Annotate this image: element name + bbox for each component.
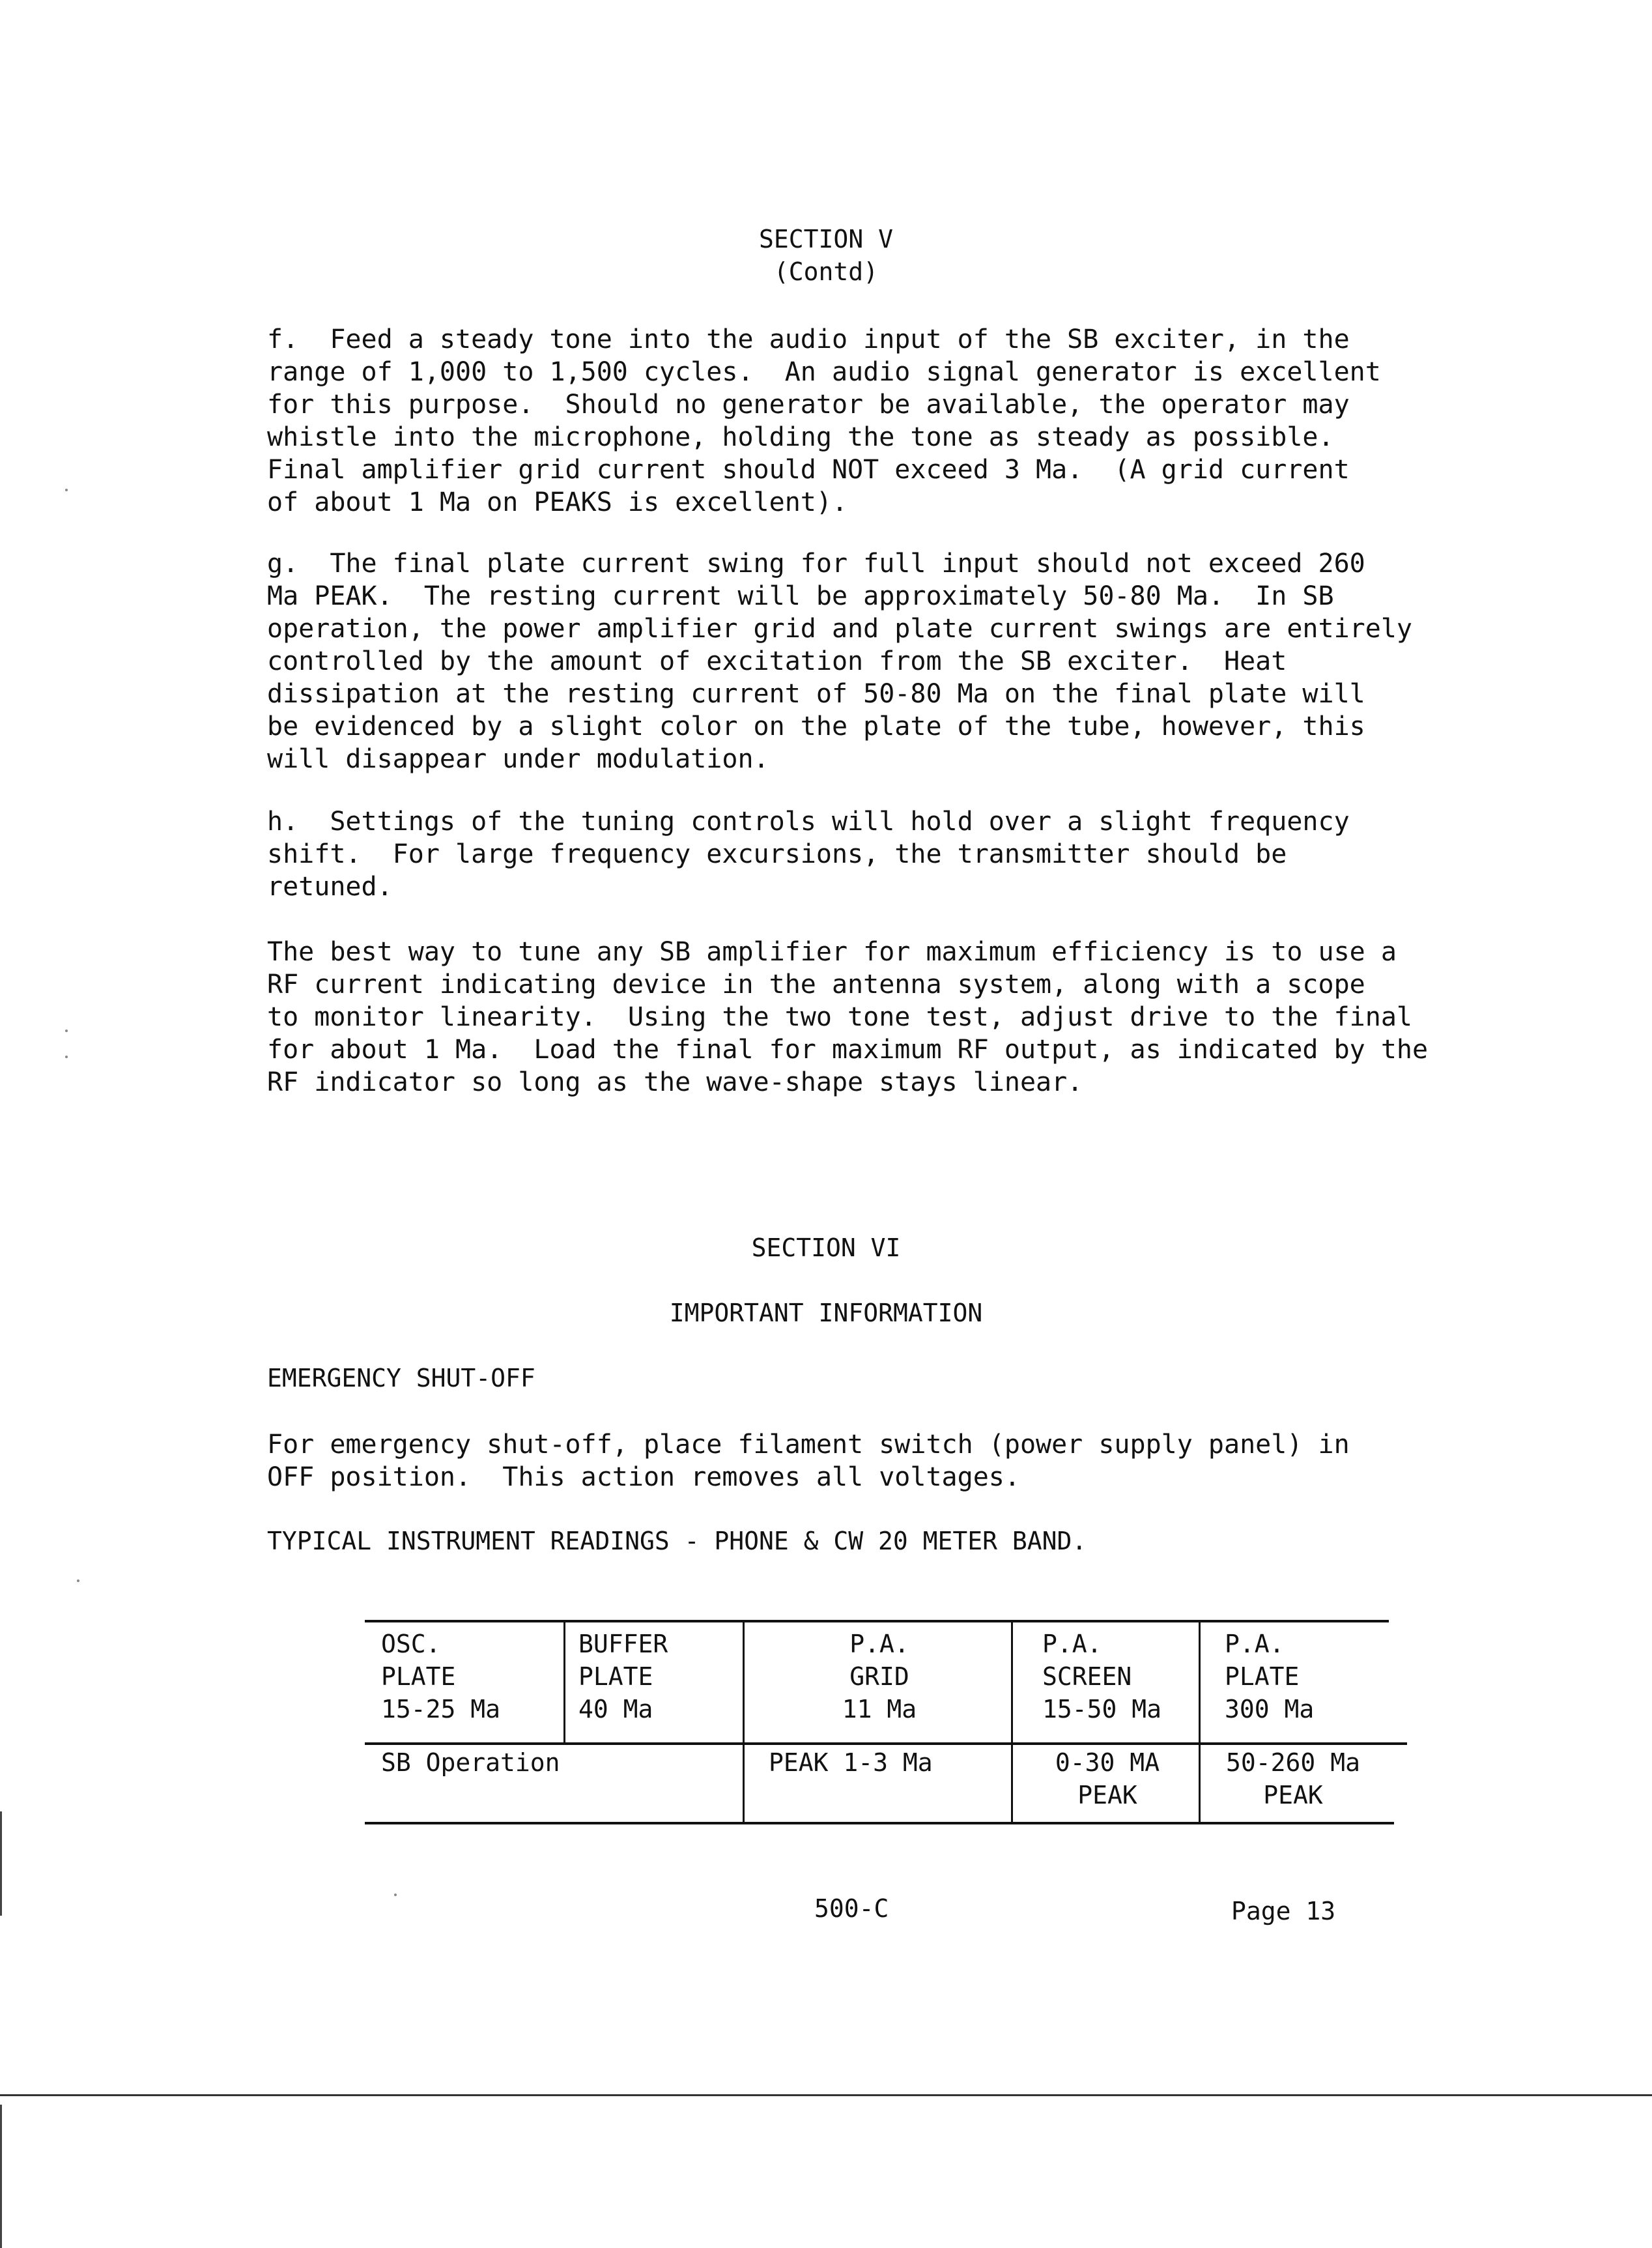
header-pa-grid: P.A. GRID 11 Ma [842,1630,917,1723]
footer-model: 500-C [814,1894,889,1923]
footer-page-number: Page 13 [1231,1897,1336,1925]
paragraph-h: h. Settings of the tuning controls will hold over a slight frequency shift. For large frequency excursions, the transmitter should be retuned. [267,807,1350,902]
row-pa-grid: PEAK 1-3 Ma [769,1748,933,1777]
section-vi-subtitle: IMPORTANT INFORMATION [669,1299,983,1327]
header-osc-plate: OSC. PLATE 15-25 Ma [381,1630,501,1723]
scan-left-mark-lower [0,2105,2,2248]
row-label: SB Operation [381,1748,560,1777]
readings-heading: TYPICAL INSTRUMENT READINGS - PHONE & CW 20 METER BAND. [267,1527,1087,1555]
paragraph-tuning: The best way to tune any SB amplifier for maximum efficiency is to use a RF current indicating device in the antenna system, along with a scope to monitor linearity. Using the two tone test, adjust drive to the final for about 1 Ma. Load the final for maximum RF output, as indicated by the RF indicator so long as the wave-shape stays linear. [267,937,1429,1097]
header-pa-plate: P.A. PLATE 300 Ma [1225,1630,1315,1723]
paragraph-f: f. Feed a steady tone into the audio input of the SB exciter, in the range of 1,000 to 1,500 cycles. An audio signal generator is excellent for this purpose. Should no generator be available, the operator may whistle into the microphone, holding the tone as steady as possible. Final amplifier grid current should NOT exceed 3 Ma. (A grid current of about 1 Ma on PEAKS is excellent). [267,324,1381,517]
scan-speck [65,1030,68,1032]
table-divider-3 [1011,1621,1013,1823]
table-bottom-rule [365,1822,1394,1824]
table-top-rule [365,1620,1389,1622]
scan-speck [77,1579,79,1582]
row-pa-plate: 50-260 Ma PEAK [1226,1748,1360,1809]
emergency-text: For emergency shut-off, place filament switch (power supply panel) in OFF position. This action removes all voltages. [267,1430,1350,1492]
emergency-heading: EMERGENCY SHUT-OFF [267,1364,535,1392]
row-pa-screen: 0-30 MA PEAK [1055,1748,1160,1809]
paragraph-g: g. The final plate current swing for full input should not exceed 260 Ma PEAK. The resting current will be approximately 50-80 Ma. In SB operation, the power amplifier grid and plate current swings are entirely controlled by the amount of excitation from the SB exciter. Heat dissipation at the resting current of 50-80 Ma on the final plate will be evidenced by a slight color on the plate of the tube, however, this will disappear under modulation. [267,549,1412,774]
section-v-title: SECTION V [759,225,893,253]
scan-speck [65,1056,68,1058]
table-middle-rule [365,1742,1407,1745]
table-divider-1 [563,1621,565,1744]
section-v-subtitle: (Contd) [773,257,879,286]
scan-left-mark [0,1811,2,1916]
scan-speck [65,489,68,491]
scan-speck [394,1894,397,1896]
table-divider-4 [1199,1621,1201,1823]
header-pa-screen: P.A. SCREEN 15-50 Ma [1042,1630,1162,1723]
table-divider-2 [743,1621,745,1823]
header-buffer-plate: BUFFER PLATE 40 Ma [578,1630,668,1723]
section-vi-title: SECTION VI [751,1233,901,1262]
scan-edge-line [0,2094,1652,2096]
